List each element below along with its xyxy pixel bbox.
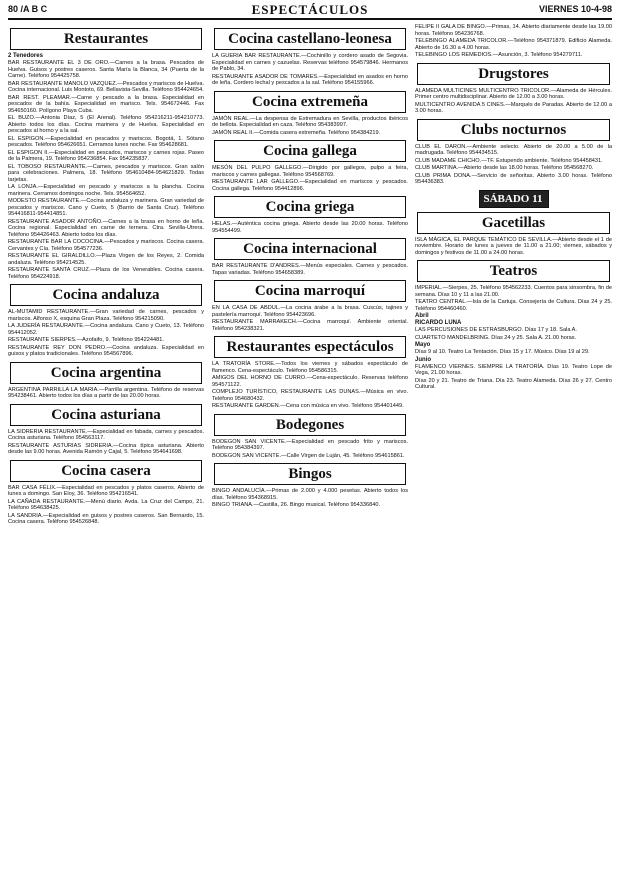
listing: LA CAÑADA RESTAURANTE.—Menú diario. Avda. La Cruz del Campo, 21. Teléfono 954638425. — [8, 498, 204, 511]
listing: BAR REST. PLEAMAR.—Carne y pescado a la brasa. Especialidad en pescados de la bahía. Especialidad en marisco. Tels. 954672446. Fax 954650160. Polígono Playa Cuba. — [8, 94, 204, 114]
section-clubs-nocturnos: Clubs nocturnos — [417, 119, 610, 141]
listing: MESÓN DEL PULPO GALLEGO.—Dirigido por gallegos, pulpo a feira, mariscos y carnes gallegas. Teléfono 954568769. — [212, 165, 408, 178]
listing: CLUB PRIMA DONA.—Servicio de señoritas. Abierto 3.00 horas. Teléfono 954436383. — [415, 172, 612, 185]
listing: AL-MUTAMID RESTAURANTE.—Gran variedad de carnes, pescados y mariscos. Alfonso X, esquina Gran Plaza. Teléfono 954215090. — [8, 309, 204, 322]
listing: LA GUERIA BAR RESTAURANTE.—Cochinillo y cordero asado de Segovia. Especialidad en carnes y cazuelas. Reservas teléfono 954579846. Hermanos de Pablo, 34. — [212, 53, 408, 72]
section-drugstores: Drugstores — [417, 63, 610, 85]
listing: BINGO TRIANA.—Castilla, 26. Bingo musical. Teléfono 954336840. — [212, 502, 381, 508]
section-bodegones: Bodegones — [214, 414, 406, 436]
listing: ARGENTINA PARRILLA LA MARIA.—Parrilla argentina. Teléfono de reservas 954238461. Abierto todos los días a partir de las 20.00 horas. — [8, 386, 204, 399]
listing: FELIPE II GALA DE BINGO.—Primas, 14. Abierto diariamente desde las 19.00 horas. Teléfono 954236768. — [415, 24, 612, 37]
listing: TEATRO CENTRAL.—Isla de la Cartuja. Consejería de Cultura. Días 24 y 25. Teléfono 954460460. — [415, 299, 612, 312]
section-restaurantes: Restaurantes — [10, 28, 202, 50]
listing: JAMÓN REAL.—La despensa de Extremadura en Sevilla, productos ibéricos de bellota. Especialidad en caza. Teléfono 954383997. — [212, 115, 408, 128]
section-cocina-asturiana: Cocina asturiana — [10, 404, 202, 426]
day-heading: SÁBADO 11 — [479, 190, 549, 208]
month-label: Mayo — [415, 342, 431, 348]
header-rule — [8, 18, 612, 20]
listing: EN LA CASA DE ABDUL.—La cocina árabe a la brasa. Cuscús, tajines y pastelería marroquí. Teléfono 954423696. — [212, 305, 408, 318]
listing: RESTAURANTE SANTA CRUZ.—Plaza de los Venerables. Cocina casera. Teléfono 954224918. — [8, 267, 204, 280]
section-teatros: Teatros — [417, 260, 610, 282]
listing: RESTAURANTE GARDEN.—Cena con música en vivo. Teléfono 954401449. — [212, 403, 404, 409]
listing: RESTAURANTE ASTURIAS SIDRERIA.—Cocina típica asturiana. Abierto desde las 9.00 horas. Avenida Ramón y Cajal, 5. Teléfono 954641698. — [8, 442, 204, 455]
month-label: Abril — [415, 313, 429, 319]
column-middle — [212, 24, 408, 870]
listing: RESTAURANTE ASADOR DE TOMARES.—Especialidad en asados en horno de leña. Cordero lechal y pescados a la sal. Teléfono 954155966. — [212, 73, 408, 86]
listing: TELEBINGO LOS REMEDIOS.—Asunción, 3. Teléfono 954279711. — [415, 52, 583, 58]
listing: RESTAURANTE BAR LA COCOCINA.—Pescados y mariscos. Cocina casera. Cervantes y Cía. Teléfono 954577236. — [8, 239, 204, 252]
listing: MULTICENTRO AVENIDA 5 CINES.—Marqués de Paradas. Abierto de 12.00 a 3.00 horas. — [415, 101, 612, 114]
listing: LA SANDRIA.—Especialidad en guisos y postres caseros. San Bernardo, 15. Cocina casera. Teléfono 954526848. — [8, 512, 204, 525]
listing: Días 9 al 10. Teatro La Tentación. Días 15 y 17. Músico. Días 19 al 29. — [415, 349, 590, 355]
listing: CUARTETO MANDELBRING. Días 24 y 25. Sala A. 21.00 horas. — [415, 334, 577, 341]
listing: LA JUDERÍA RESTAURANTE.—Cocina andaluza. Cano y Cueto, 13. Teléfono 954412052. — [8, 323, 204, 336]
page-number: 80 /A B C — [8, 4, 48, 14]
listing: RESTAURANTE MARRAKECH.—Cocina marroquí. Ambiente oriental. Teléfono 954238321. — [212, 319, 408, 332]
listing: EL BUZO.—Antonia Díaz, 5 (El Arenal). Teléfono 954216211-954210773. Abierto todos los días. Cocina marinera y de Huelva. Especialidad en pescados al horno y a la sal. — [8, 115, 204, 134]
artist-label: RICARDO LUNA — [415, 320, 462, 326]
listing: BAR CASA FÉLIX.—Especialidad en pescados y platos caseros. Abierto de lunes a domingo. San Eloy, 36. Teléfono 954216541. — [8, 484, 204, 497]
listing: IMPERIAL.—Sierpes, 25. Teléfono 954562233. Cuentos para sinsombra, fin de semana. Días 10 y 11 a las 21.00. — [415, 285, 612, 298]
listing: RESTAURANTE SIERPES.—Azofaifo, 9. Teléfono 954224481. — [8, 337, 164, 343]
listing: EL ESPIGON II.—Especialidad en pescados, mariscos y carnes rojas. Paseo de la Palmera, 19. Teléfono 954236854. Fax 954235837. — [8, 149, 204, 162]
listing: RESTAURANTE REY DON PEDRO.—Cocina andaluza. Especialidad en guisos y platos tradicionales. Teléfono 954567896. — [8, 344, 204, 357]
listing: BODEGON SAN VICENTE.—Especialidad en pescado frito y mariscos. Teléfono 954384397. — [212, 438, 408, 451]
listing: CLUB MARTINA.—Abierto desde las 18.00 horas. Teléfono 954568270. — [415, 165, 594, 171]
listing: MODESTO RESTAURANTE.—Cocina andaluza y marinera. Gran variedad de pescados y mariscos. Cano y Cueto, 5 (Barrio de Santa Cruz). Teléfono 954416811-954414851. — [8, 198, 204, 217]
section-restaurantes-espectaculos: Restaurantes espectáculos — [214, 336, 406, 358]
listing: BODEGON SAN VICENTE.—Calle Virgen de Luján, 45. Teléfono 954615861. — [212, 452, 405, 459]
issue-date: VIERNES 10-4-98 — [538, 4, 612, 14]
section-bingos: Bingos — [214, 463, 406, 485]
section-cocina-casera: Cocina casera — [10, 460, 202, 482]
section-title: ESPECTÁCULOS — [251, 2, 369, 17]
section-castellano-leonesa: Cocina castellano-leonesa — [214, 28, 406, 50]
section-cocina-internacional: Cocina internacional — [214, 238, 406, 260]
listing: RESTAURANTE EL GIRALDILLO.—Plaza Virgen de los Reyes, 2. Comida andaluza. Teléfono 954214525. — [8, 253, 204, 266]
listing: BAR RESTAURANTE MANOLO VAZQUEZ.—Pescados y mariscos de Huelva. Cocina internacional. Luis Montoto, 69. Bellavista-Sevilla. Teléfono 954424654. — [8, 80, 204, 93]
section-cocina-gallega: Cocina gallega — [214, 140, 406, 162]
listing: CLUB MADAME CHICHO.—TF. Estupendo ambiente. Teléfono 954458431. — [415, 157, 603, 164]
listing: EL ESPIGON.—Especialidad en pescados y mariscos. Bogotá, 1. Sótano pescados. Teléfono 954626651. Cerramos lunes noche. Fax 954628681. — [8, 135, 204, 148]
listing: FLAMENCO VIERNES. SIEMPRE LA TRATORÍA. Días 19. Teatro Lope de Vega, 21.00 horas. — [415, 363, 612, 376]
listing: LA TRATORÍA STORE.—Todos los viernes y sábados espectáculo de flamenco. Cena-espectáculo. Teléfono 954586315. — [212, 361, 408, 374]
listing: RESTAURANTE LAR GALLEGO.—Especialidad en mariscos y pescados. Cocina gallega. Teléfono 954412896. — [212, 179, 408, 192]
section-gacetillas: Gacetillas — [417, 212, 610, 234]
section-cocina-andaluza: Cocina andaluza — [10, 284, 202, 306]
listing: BAR RESTAURANTE D'ANDRES.—Menús especiales. Carnes y pescados. Tapas variadas. Teléfono 954658389. — [212, 263, 408, 276]
section-cocina-griega: Cocina griega — [214, 196, 406, 218]
page-header — [8, 2, 612, 18]
listing: HELAS.—Auténtica cocina griega. Abierto desde las 20.00 horas. Teléfono 954554499. — [212, 221, 408, 234]
listing: Días 20 y 21. Teatro de Triana. Día 23. Teatro Alameda. Días 26 y 27. Centro Cultural. — [415, 377, 612, 390]
listing: LAS PERCUSIONES DE ESTRASBURGO. Días 17 y 18. Sala A. — [415, 327, 577, 333]
listing: LA LONJA.—Especialidad en pescado y mariscos a la plancha. Cocina marinera. Cerramos domingos noche. Tels. 954564652. — [8, 184, 204, 197]
listing: BAR RESTAURANTE EL 3 DE ORO.—Carnes a la brasa. Pescados de Huelva. Guisos y postres caseros. Santa María la Blanca, 34 (Puerta de la Carne). Teléfono 954425758. — [8, 60, 204, 79]
listing: ISLA MÁGICA, EL PARQUE TEMÁTICO DE SEVILLA.—Abierto desde el 1 de noviembre. Horario de lunes a jueves de 11.00 a 21.00; viernes, sábados y domingos y festivos de 11.00 a 24.00 horas. — [415, 236, 612, 256]
section-cocina-marroqui: Cocina marroquí — [214, 280, 406, 302]
column-right — [415, 24, 612, 870]
listing: CLUB EL DARON.—Ambiente selecto. Abierto de 20.00 a 5.00 de la madrugada. Teléfono 954434515. — [415, 143, 612, 156]
listing: JAMÓN REAL II.—Comida casera extremeña. Teléfono 954384219. — [212, 129, 381, 136]
listing: TELEBINGO ALAMEDA TRICOLOR.—Teléfono 954371879. Edificio Alameda. Abierto de 16.30 a 4.00 horas. — [415, 38, 612, 51]
listing: ALAMEDA MULTICINES MULTICENTRO TRICOLOR.—Alameda de Hércules. Primer centro multidisciplinar. Abierto de 12.00 a 3.00 horas. — [415, 87, 612, 100]
listing: AMIGOS DEL HORNO DE CURRO.—Cena-espectáculo. Reservas teléfono 954571122. — [212, 375, 408, 388]
listing: EL TOBOSO RESTAURANTE.—Carnes, pescados y mariscos. Gran salón para celebraciones. Palmera, 18. Teléfono 954610484-954621829. Todas tarjetas. — [8, 163, 204, 183]
listing: BINGO ANDALUCÍA.—Primas de 2.000 y 4.000 pesetas. Abierto todos los días. Teléfono 954368915. — [212, 488, 408, 501]
section-cocina-extremena: Cocina extremeña — [214, 91, 406, 113]
listing: LA SIDRERIA RESTAURANTE.—Especialidad en fabada, carnes y pescados. Cocina asturiana. Teléfono 954563117. — [8, 428, 204, 441]
subheading: 2 Tenedores — [8, 53, 43, 59]
listing: RESTAURANTE ASADOR ANTOÑO.—Carnes a la brasa en horno de leña. Cocina regional. Especialidad en carne de ternera. Ctra. Sevilla-Utrera. Teléfono 954426463. Abierto todos los días. — [8, 218, 204, 238]
section-cocina-argentina: Cocina argentina — [10, 362, 202, 384]
column-left — [8, 24, 204, 870]
month-label: Junio — [415, 356, 431, 363]
listing: COMPLEJO TURÍSTICO, RESTAURANTE LAS DUNAS.—Música en vivo. Teléfono 954680432. — [212, 389, 408, 402]
